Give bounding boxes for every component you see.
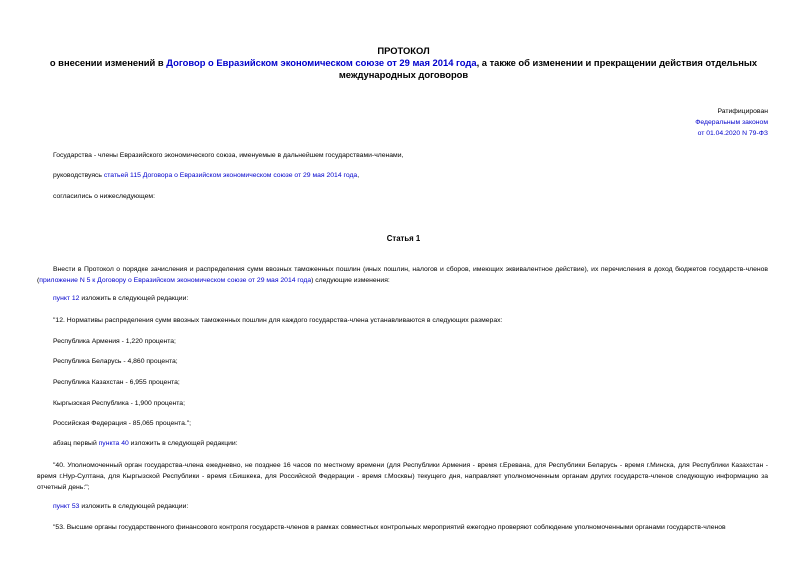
preamble-parties: Государства - члены Евразийского экономического союза, именуемые в дальнейшем государствами-членами, [53, 152, 404, 159]
item-53-instruction-text: изложить в следующей редакции: [79, 503, 189, 510]
item-53-instruction [37, 501, 768, 512]
norm-kazakhstan: Республика Казахстан - 6,955 процента; [53, 379, 180, 386]
federal-law-link[interactable]: Федеральным законом [695, 119, 768, 126]
appendix-5-link[interactable]: приложение N 5 к Договору о Евразийском экономическом союзе от 29 мая 2014 года [39, 277, 312, 284]
article-1-intro-end: ) следующие изменения: [311, 277, 390, 284]
subtitle-prefix: о внесении изменений в [49, 57, 167, 68]
item-40-text: "40. Уполномоченный орган государства-члена ежедневно, не позднее 16 часов по местному времени (для Республики Армения - время г.Еревана, для Республики Беларусь - время г.Минска, для Республики Казахстан - время г.Нур-Султана, для Кыргызской Республики - время г.Бишкека, для Российской Федерации - время г.Москвы) текущего дня, направляет уполномоченным органам других государств-членов следующую информацию за отчетный день:"; [37, 462, 768, 491]
item-53-link[interactable]: пункт 53 [53, 503, 80, 510]
item-12-instruction [37, 293, 768, 304]
item-12-instruction-text: изложить в следующей редакции: [79, 295, 189, 302]
norm-kyrgyzstan: Кыргызская Республика - 1,900 процента; [53, 400, 185, 407]
preamble-agreed: согласились о нижеследующем: [53, 193, 155, 200]
ratification-block [695, 106, 768, 139]
article-1-intro-text: Внести в Протокол о порядке зачисления и распределения сумм ввозных таможенных пошлин (иных пошлин, налогов и сборов, имеющих эквивалентное действие), их перечисления в доход бюджетов государств-членов ( [37, 266, 768, 284]
item-12-link[interactable]: пункт 12 [53, 295, 80, 302]
item-40-instruction [37, 438, 768, 449]
article-1-intro [37, 264, 768, 286]
subtitle-suffix: , а также об изменении и прекращении действия отдельных международных договоров [338, 57, 758, 80]
article-1-heading: Статья 1 [386, 234, 421, 243]
article-115-link[interactable]: статьей 115 Договора о Евразийском экономическом союзе от 29 мая 2014 года [103, 172, 358, 179]
item-53-text: "53. Высшие органы государственного финансового контроля государств-членов в рамках совместных контрольных мероприятий ежегодно проверяют соблюдение уполномоченными органами государств-членов [53, 524, 726, 531]
item-12-text: "12. Нормативы распределения сумм ввозных таможенных пошлин для каждого государства-члена устанавливаются в следующих размерах: [53, 317, 503, 324]
document-title: ПРОТОКОЛ [377, 45, 430, 56]
document-subtitle [30, 57, 777, 81]
preamble-guided-prefix: руководствуясь [53, 172, 104, 179]
ratification-status: Ратифицирован [717, 108, 768, 115]
preamble-guided [37, 170, 768, 181]
item-40-link[interactable]: пункта 40 [98, 440, 129, 447]
treaty-link[interactable]: Договор о Евразийском экономическом союзе от 29 мая 2014 года [166, 57, 477, 68]
norm-armenia: Республика Армения - 1,220 процента; [53, 338, 176, 345]
federal-law-date-link[interactable]: от 01.04.2020 N 79-ФЗ [697, 130, 768, 137]
item-40-instruction-prefix: абзац первый [53, 440, 99, 447]
item-40-instruction-text: изложить в следующей редакции: [128, 440, 238, 447]
norm-russia: Российская Федерация - 85,065 процента."; [53, 420, 192, 427]
preamble-guided-suffix: , [357, 172, 360, 179]
norm-belarus: Республика Беларусь - 4,860 процента; [53, 358, 178, 365]
